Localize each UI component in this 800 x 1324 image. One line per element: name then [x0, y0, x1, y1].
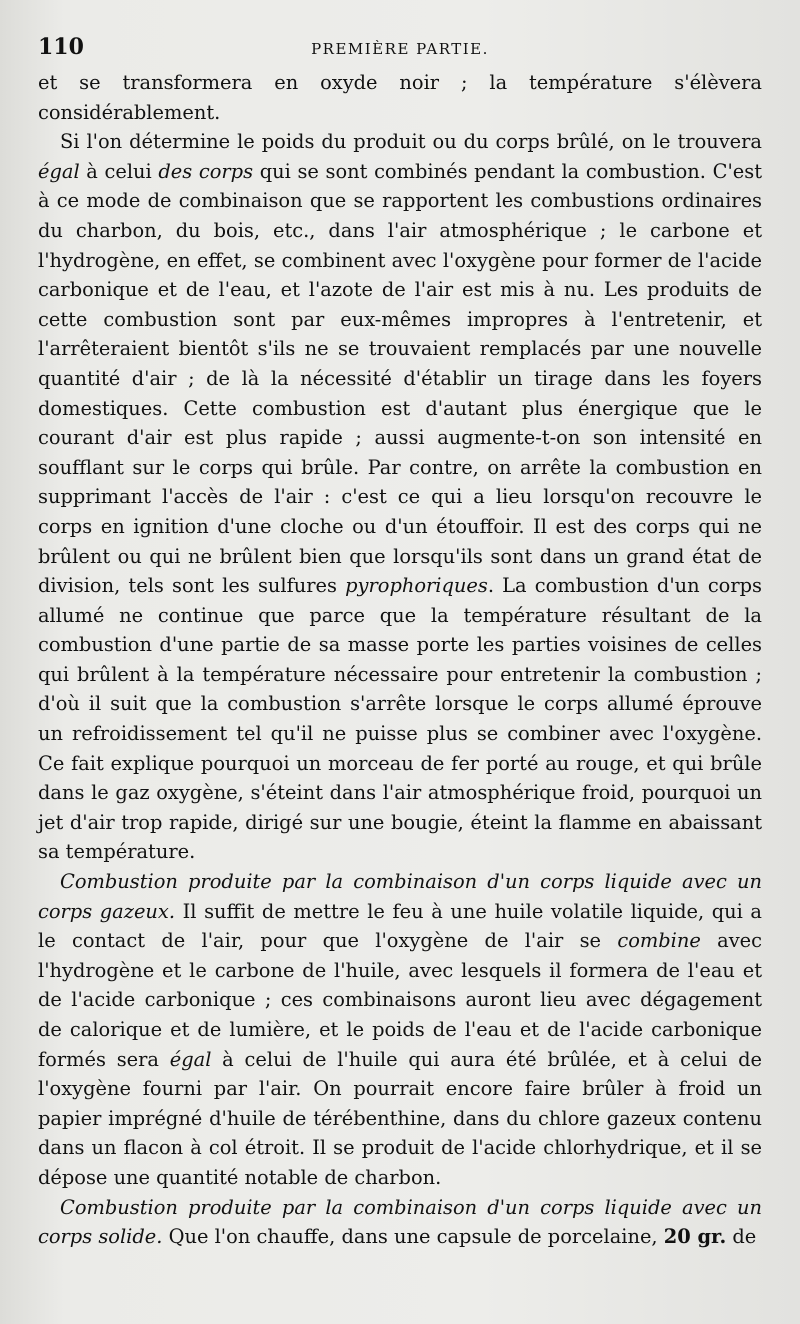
body-text: [38, 68, 762, 1252]
paragraph-3-italic-egal: égal: [169, 1047, 212, 1071]
paragraph-3-part-c: avec l'hydrogène et le carbone de l'huile, avec lesquels il formera de l'eau et de l'acide carbonique ; ces combinaisons auront lieu avec dégagement de calorique et de lumière, et le poids de l'eau et de l'acide carbonique formés sera: [38, 929, 763, 1071]
paragraph-1: [38, 68, 762, 127]
paragraph-4-part-c: de: [726, 1225, 757, 1249]
paragraph-2-part-g: . La combustion d'un corps allumé ne continue que parce que la température résultant de la combustion d'une partie de sa masse porte les parties voisines de celles qui brûlent à la température nécessaire pour entretenir la combustion ; d'où il suit que la combustion s'arrête lorsque le corps allumé éprouve un refroidissement tel qu'il ne puisse plus se combiner avec l'oxygène. Ce fait explique pourquoi un morceau de fer porté au rouge, et qui brûle dans le gaz oxygène, s'éteint dans l'air atmosphérique froid, pourquoi un jet d'air trop rapide, dirigé sur une bougie, éteint la flamme en abaissant sa température.: [38, 574, 762, 864]
paragraph-3: [38, 867, 762, 1193]
paragraph-2-part-a: Si l'on détermine le poids du produit ou du corps brûlé, on le trouvera: [60, 130, 762, 154]
paragraph-3-part-a: Il suffit de mettre le feu à une huile volatile liquide, qui a le contact de l'air, pour que l'oxygène de l'air se: [38, 899, 762, 953]
page-number: 110: [38, 34, 84, 60]
paragraph-4-heading: Combustion produite par la combinaison d'un corps liquide avec un corps solide.: [38, 1195, 762, 1249]
paragraph-2: [38, 127, 762, 867]
paragraph-2-italic-des-corps: des corps: [158, 159, 254, 183]
paragraph-4: [38, 1193, 762, 1252]
paragraph-3-italic-combine: combine: [617, 929, 701, 953]
paragraph-2-italic-pyrophoriques: pyrophoriques: [345, 574, 488, 598]
paragraph-3-part-e: à celui de l'huile qui aura été brûlée, et à celui de l'oxygène fourni par l'air. On pourrait encore faire brûler à froid un papier imprégné d'huile de térébenthine, dans du chlore gazeux contenu dans un flacon à col étroit. Il se produit de l'acide chlorhydrique, et il se dépose une quantité notable de charbon.: [38, 1047, 762, 1189]
paragraph-1-text: et se transformera en oxyde noir ; la température s'élèvera considérablement.: [38, 71, 762, 124]
page-header: [38, 34, 762, 66]
paragraph-2-italic-egal: égal: [38, 159, 80, 183]
paragraph-4-part-a: Que l'on chauffe, dans une capsule de porcelaine,: [162, 1225, 664, 1249]
paragraph-4-bold-quantity: 20 gr.: [663, 1225, 727, 1249]
paragraph-2-part-e: qui se sont combinés pendant la combustion. C'est à ce mode de combinaison que se rapportent les combustions ordinaires du charbon, du bois, etc., dans l'air atmosphérique ; le carbone et l'hydrogène, en effet, se combinent avec l'oxygène pour former de l'acide carbonique et de l'eau, et l'azote de l'air est mis à nu. Les produits de cette combustion sont par eux-mêmes impropres à l'entretenir, et l'arrêteraient bientôt s'ils ne se trouvaient remplacés par une nouvelle quantité d'air ; de là la nécessité d'établir un tirage dans les foyers domestiques. Cette combustion est d'autant plus énergique que le courant d'air est plus rapide ; aussi augmente-t-on son intensité en soufflant sur le corps qui brûle. Par contre, on arrête la combustion en supprimant l'accès de l'air : c'est ce qui a lieu lorsqu'on recouvre le corps en ignition d'une cloche ou d'un étouffoir. Il est des corps qui ne brûlent ou qui ne brûlent bien que lorsqu'ils sont dans un grand état de division, tels sont les sulfures: [38, 159, 762, 598]
paragraph-2-part-c: à celui: [79, 159, 159, 183]
paragraph-3-heading: Combustion produite par la combinaison d'un corps liquide avec un corps gazeux.: [38, 870, 762, 923]
running-head: PREMIÈRE PARTIE.: [311, 40, 489, 58]
